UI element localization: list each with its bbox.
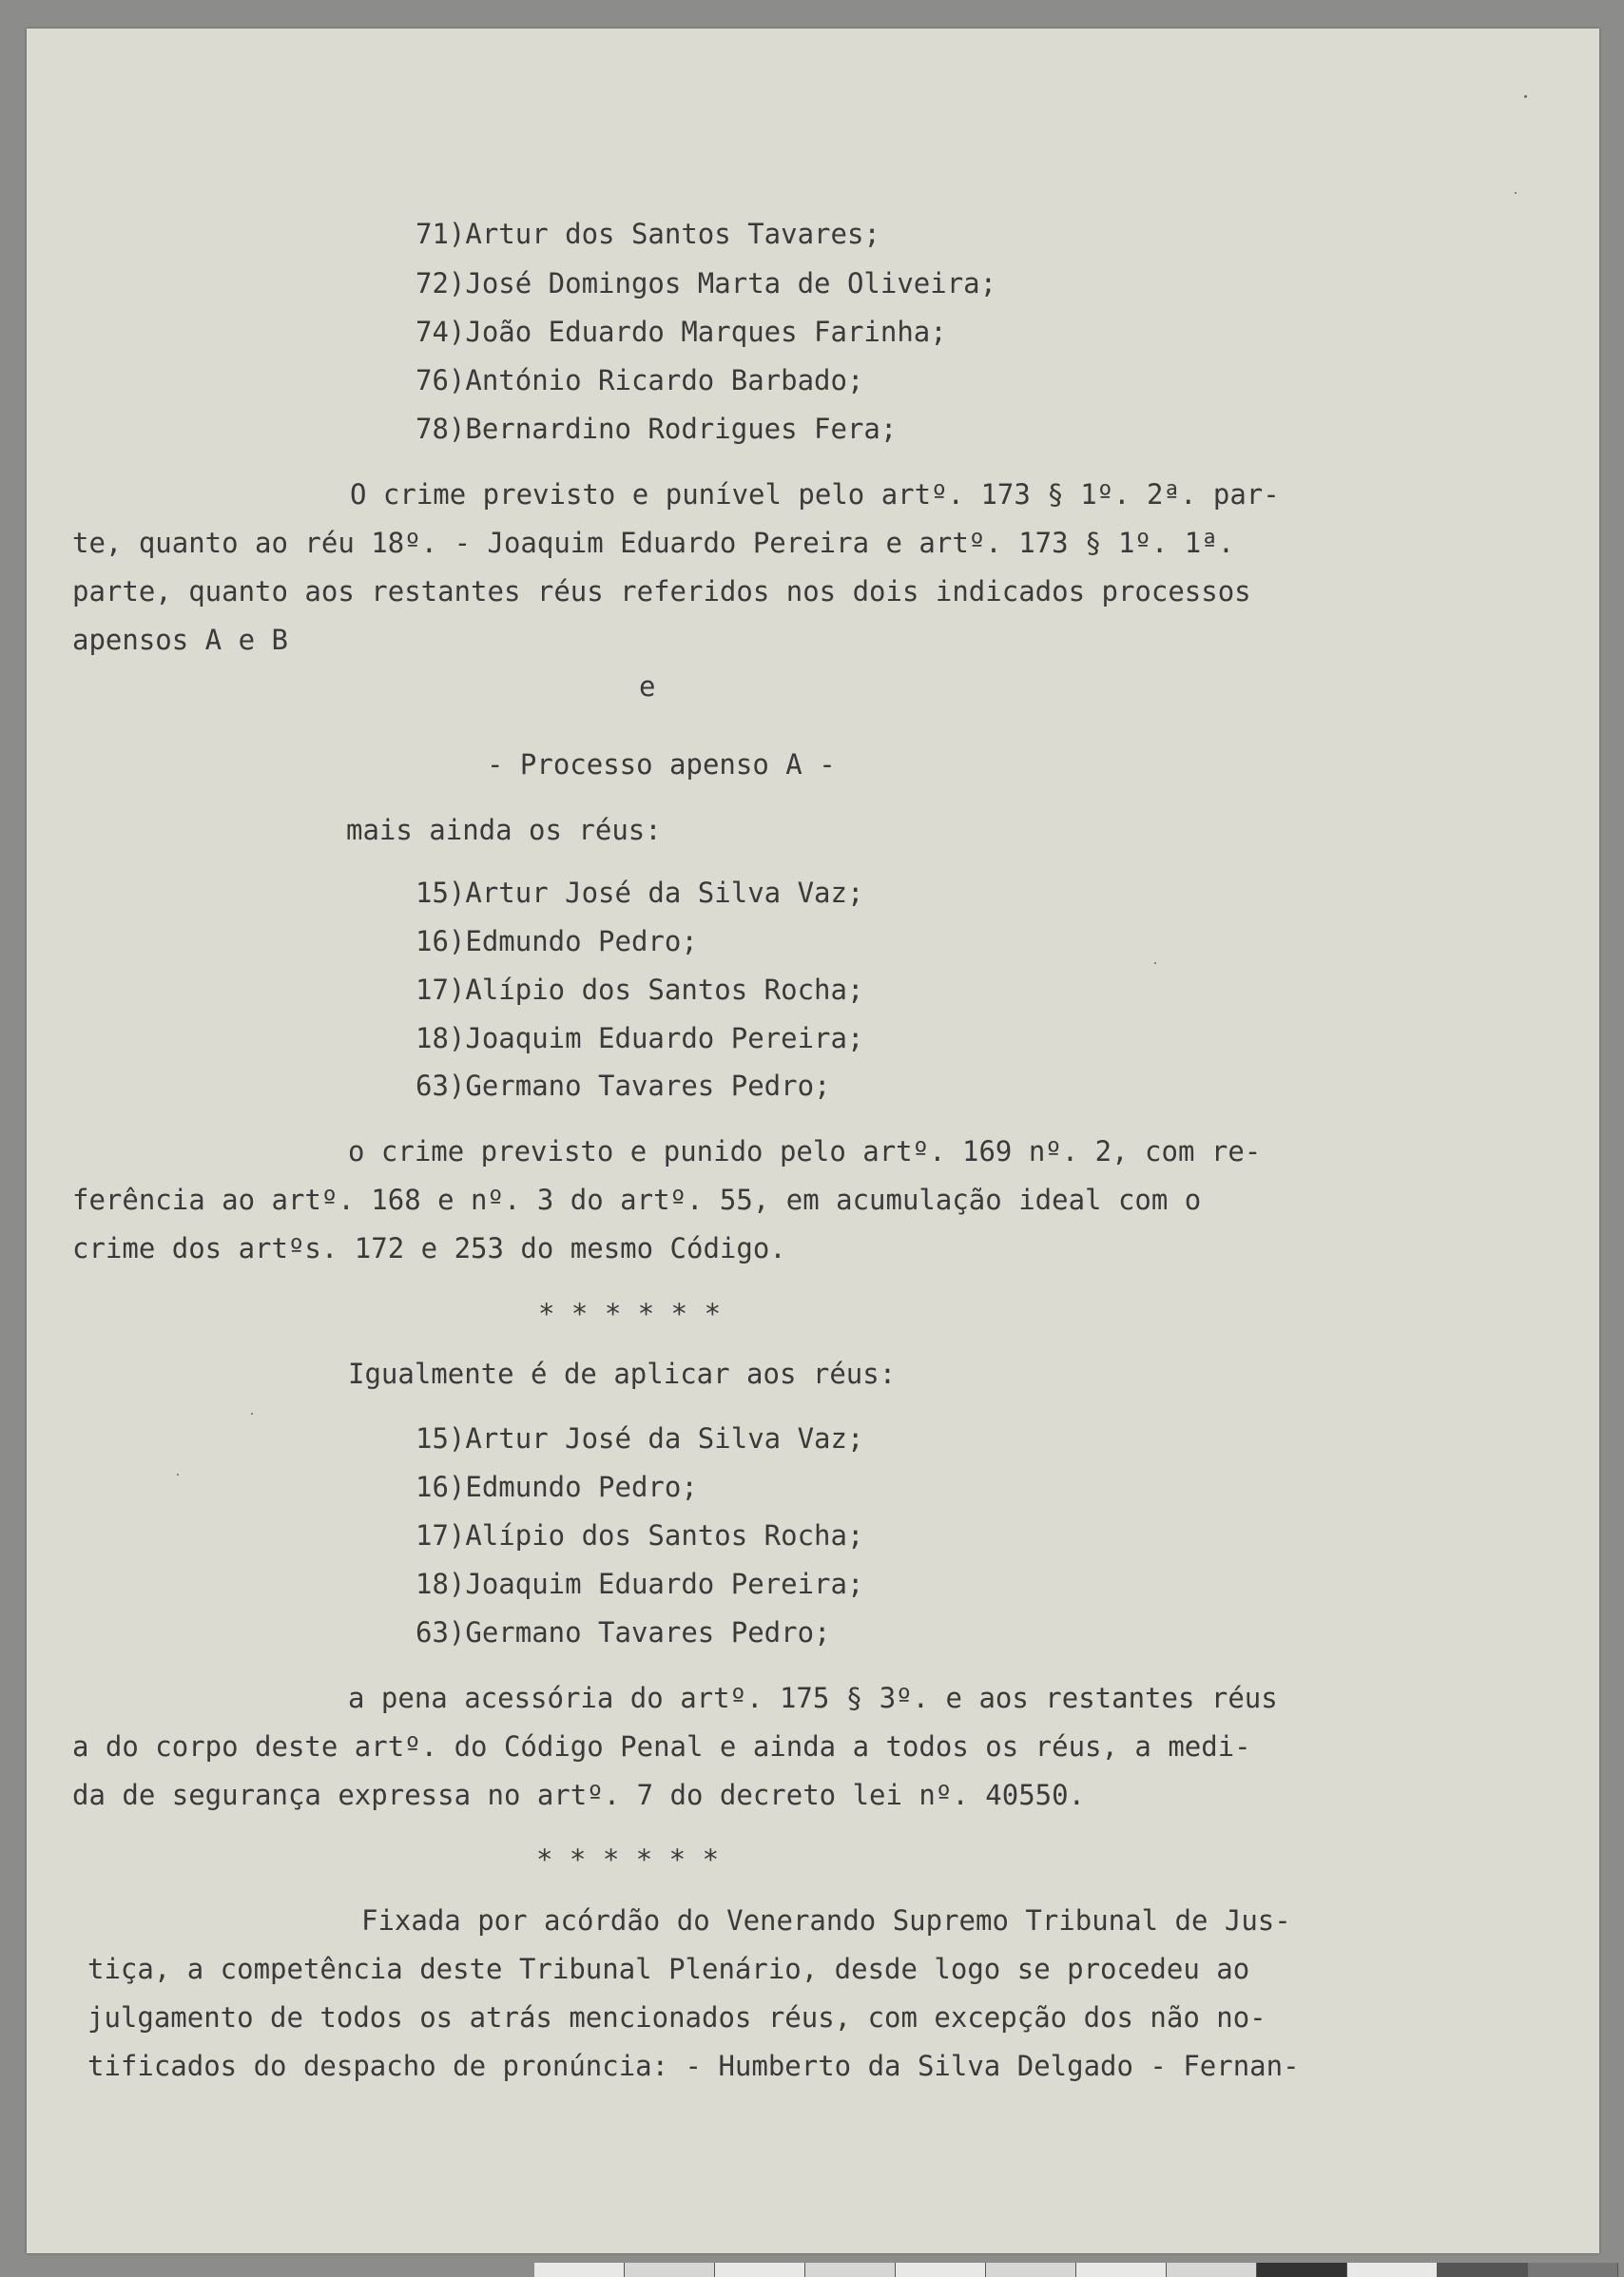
scale-segment bbox=[625, 2263, 715, 2277]
paragraph-line: parte, quanto aos restantes réus referidos nos dois indicados processos bbox=[72, 575, 1251, 608]
list-item: 71)Artur dos Santos Tavares; bbox=[416, 218, 880, 250]
list-item: 15)Artur José da Silva Vaz; bbox=[416, 1422, 864, 1455]
paragraph-line: tificados do despacho de pronúncia: - Humberto da Silva Delgado - Fernan- bbox=[87, 2050, 1300, 2082]
list-item: 74)João Eduardo Marques Farinha; bbox=[416, 316, 947, 348]
list-item: 16)Edmundo Pedro; bbox=[416, 925, 698, 957]
scale-segment bbox=[1438, 2263, 1528, 2277]
list-item: 18)Joaquim Eduardo Pereira; bbox=[416, 1022, 864, 1054]
list-item: 15)Artur José da Silva Vaz; bbox=[416, 877, 864, 909]
paragraph-line: o crime previsto e punido pelo artº. 169 nº. 2, com re- bbox=[348, 1135, 1262, 1167]
paper-speck bbox=[1524, 95, 1527, 98]
scale-segment bbox=[1167, 2263, 1257, 2277]
section-heading: - Processo apenso A - bbox=[487, 748, 836, 781]
list-item: 72)José Domingos Marta de Oliveira; bbox=[416, 267, 997, 299]
paper-speck bbox=[1515, 192, 1517, 194]
list-item: 63)Germano Tavares Pedro; bbox=[416, 1616, 831, 1649]
list-item: 76)António Ricardo Barbado; bbox=[416, 364, 864, 396]
list-intro: mais ainda os réus: bbox=[346, 814, 662, 846]
paper-speck bbox=[1154, 962, 1156, 964]
paragraph-line: Fixada por acórdão do Venerando Supremo Tribunal de Jus- bbox=[361, 1904, 1291, 1937]
list-item: 18)Joaquim Eduardo Pereira; bbox=[416, 1568, 864, 1600]
paper-speck bbox=[251, 1413, 253, 1415]
list-item: 17)Alípio dos Santos Rocha; bbox=[416, 1519, 864, 1552]
separator-asterisks: * * * * * * bbox=[538, 1298, 722, 1330]
scale-segment bbox=[1257, 2263, 1347, 2277]
scale-segment bbox=[1076, 2263, 1167, 2277]
paragraph-line: julgamento de todos os atrás mencionados réus, com excepção dos não no- bbox=[87, 2001, 1266, 2034]
paragraph-line: crime dos artºs. 172 e 253 do mesmo Código. bbox=[72, 1232, 786, 1264]
scale-segment bbox=[1347, 2263, 1438, 2277]
list-item: 63)Germano Tavares Pedro; bbox=[416, 1070, 831, 1102]
list-item: 16)Edmundo Pedro; bbox=[416, 1471, 698, 1503]
paragraph-line: ferência ao artº. 168 e nº. 3 do artº. 55, em acumulação ideal com o bbox=[72, 1184, 1202, 1216]
scale-segment bbox=[715, 2263, 805, 2277]
paper-speck bbox=[177, 1474, 179, 1476]
scale-segment bbox=[805, 2263, 896, 2277]
scale-segment bbox=[986, 2263, 1076, 2277]
paragraph-line: a pena acessória do artº. 175 § 3º. e aos restantes réus bbox=[348, 1682, 1278, 1714]
scale-segment bbox=[896, 2263, 986, 2277]
list-intro: Igualmente é de aplicar aos réus: bbox=[348, 1358, 897, 1390]
separator-asterisks: * * * * * * bbox=[536, 1843, 720, 1876]
paragraph-line: da de segurança expressa no artº. 7 do decreto lei nº. 40550. bbox=[72, 1779, 1086, 1811]
scale-segment bbox=[534, 2263, 625, 2277]
paragraph-line: apensos A e B bbox=[72, 624, 288, 656]
paragraph-line: a do corpo deste artº. do Código Penal e ainda a todos os réus, a medi- bbox=[72, 1730, 1251, 1763]
scan-scale-bar bbox=[534, 2263, 1618, 2277]
paragraph-line: O crime previsto e punível pelo artº. 173 § 1º. 2ª. par- bbox=[350, 478, 1280, 511]
list-item: 17)Alípio dos Santos Rocha; bbox=[416, 974, 864, 1006]
paragraph-line: tiça, a competência deste Tribunal Plenário, desde logo se procedeu ao bbox=[87, 1953, 1250, 1985]
conjunction-text: e bbox=[639, 670, 656, 703]
scale-segment bbox=[1528, 2263, 1618, 2277]
paragraph-line: te, quanto ao réu 18º. - Joaquim Eduardo Pereira e artº. 173 § 1º. 1ª. bbox=[72, 527, 1235, 559]
list-item: 78)Bernardino Rodrigues Fera; bbox=[416, 413, 898, 445]
